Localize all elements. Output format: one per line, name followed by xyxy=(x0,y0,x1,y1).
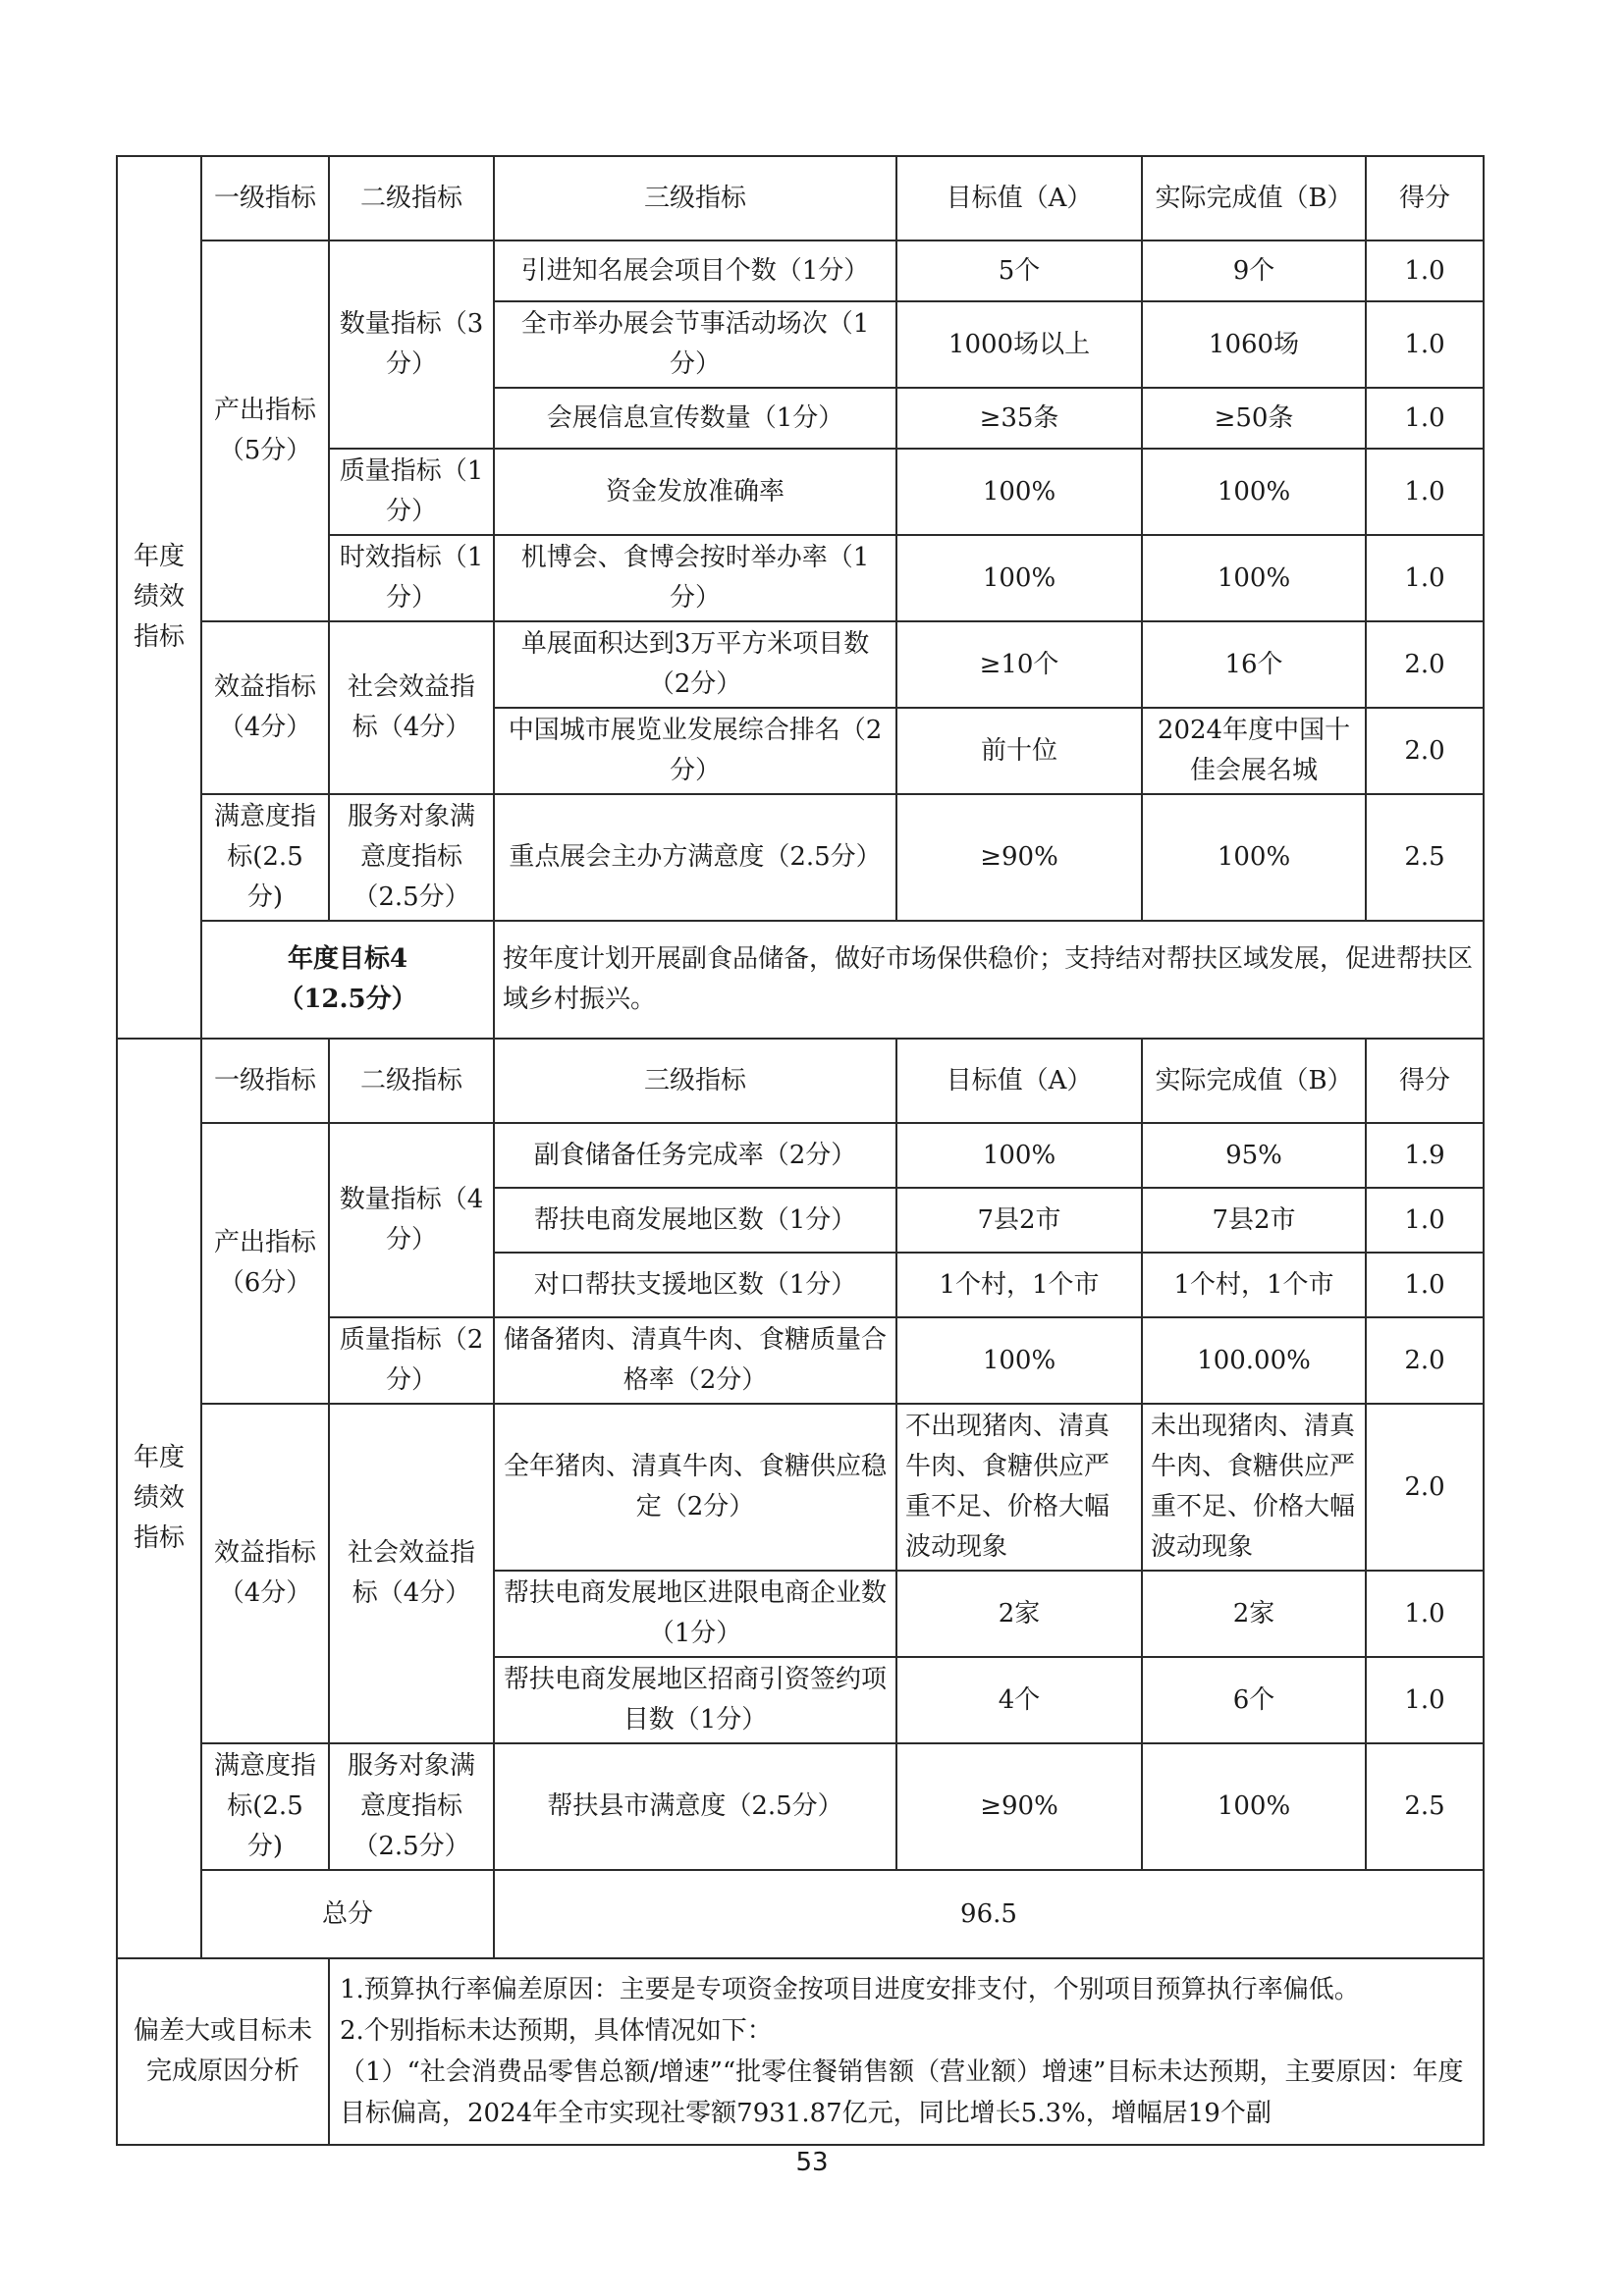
total-label: 总分 xyxy=(201,1870,494,1958)
indicator-name: 储备猪肉、清真牛肉、食糖质量合格率（2分） xyxy=(494,1317,896,1404)
indicator-score: 1.0 xyxy=(1366,1657,1484,1743)
goal4-title-cell xyxy=(201,921,494,1039)
page-number: 53 xyxy=(795,2148,829,2177)
goal4-points: （12.5分） xyxy=(278,985,417,1014)
quantity-indicator: 数量指标（3分） xyxy=(329,240,494,449)
performance-table xyxy=(116,155,1485,2146)
table-row xyxy=(117,240,1484,301)
deviation-line: （1）“社会消费品零售总额/增速”“批零住餐销售额（营业额）增速”目标未达预期，主要原因：年度目标偏高，2024年全市实现社零额7931.87亿元，同比增长5.3%，增幅居19个副 xyxy=(340,2057,1464,2128)
indicator-name: 会展信息宣传数量（1分） xyxy=(494,388,896,449)
indicator-actual: 6个 xyxy=(1142,1657,1366,1743)
indicator-name: 重点展会主办方满意度（2.5分） xyxy=(494,794,896,921)
deviation-line: 2.个别指标未达预期，具体情况如下： xyxy=(340,2016,773,2046)
header-score: 得分 xyxy=(1366,1039,1484,1123)
indicator-target: 100% xyxy=(896,1123,1142,1188)
header-actual: 实际完成值（B） xyxy=(1142,1039,1366,1123)
output-group: 产出指标（5分） xyxy=(201,240,329,621)
indicator-score: 2.5 xyxy=(1366,1743,1484,1870)
indicator-actual: 100.00% xyxy=(1142,1317,1366,1404)
indicator-target: ≥35条 xyxy=(896,388,1142,449)
indicator-name: 中国城市展览业发展综合排名（2分） xyxy=(494,708,896,794)
header-level3: 三级指标 xyxy=(494,156,896,240)
indicator-actual: 9个 xyxy=(1142,240,1366,301)
indicator-actual: 16个 xyxy=(1142,621,1366,708)
indicator-name: 机博会、食博会按时举办率（1分） xyxy=(494,535,896,621)
indicator-target: 2家 xyxy=(896,1571,1142,1657)
indicator-score: 2.0 xyxy=(1366,1404,1484,1571)
indicator-target: 1000场以上 xyxy=(896,301,1142,388)
header-level2: 二级指标 xyxy=(329,156,494,240)
indicator-actual: 100% xyxy=(1142,535,1366,621)
total-row xyxy=(117,1870,1484,1958)
indicator-name: 帮扶电商发展地区招商引资签约项目数（1分） xyxy=(494,1657,896,1743)
table-header-row xyxy=(117,1039,1484,1123)
table-row xyxy=(117,794,1484,921)
indicator-target: 7县2市 xyxy=(896,1188,1142,1253)
table-row xyxy=(117,621,1484,708)
indicator-target: 不出现猪肉、清真牛肉、食糖供应严重不足、价格大幅波动现象 xyxy=(896,1404,1142,1571)
indicator-score: 1.0 xyxy=(1366,1188,1484,1253)
goal4-row xyxy=(117,921,1484,1039)
deviation-text xyxy=(329,1958,1484,2145)
satisfaction-indicator: 服务对象满意度指标（2.5分） xyxy=(329,1743,494,1870)
indicator-name: 副食储备任务完成率（2分） xyxy=(494,1123,896,1188)
benefit-group: 效益指标（4分） xyxy=(201,1404,329,1743)
indicator-name: 帮扶电商发展地区数（1分） xyxy=(494,1188,896,1253)
indicator-name: 帮扶电商发展地区进限电商企业数（1分） xyxy=(494,1571,896,1657)
indicator-target: 100% xyxy=(896,449,1142,535)
quality-indicator: 质量指标（2分） xyxy=(329,1317,494,1404)
indicator-actual: 2家 xyxy=(1142,1571,1366,1657)
indicator-target: 前十位 xyxy=(896,708,1142,794)
indicator-actual: 100% xyxy=(1142,449,1366,535)
section2-category: 年度绩效指标 xyxy=(117,1039,201,1958)
social-benefit-indicator: 社会效益指标（4分） xyxy=(329,621,494,794)
indicator-actual: 7县2市 xyxy=(1142,1188,1366,1253)
satisfaction-group: 满意度指标(2.5分) xyxy=(201,794,329,921)
indicator-score: 1.0 xyxy=(1366,1571,1484,1657)
goal4-title: 年度目标4 xyxy=(287,944,408,974)
header-actual: 实际完成值（B） xyxy=(1142,156,1366,240)
table-row xyxy=(117,1123,1484,1188)
indicator-score: 2.0 xyxy=(1366,621,1484,708)
indicator-target: 1个村，1个市 xyxy=(896,1253,1142,1317)
indicator-score: 1.0 xyxy=(1366,535,1484,621)
table-header-row xyxy=(117,156,1484,240)
header-score: 得分 xyxy=(1366,156,1484,240)
indicator-name: 帮扶县市满意度（2.5分） xyxy=(494,1743,896,1870)
indicator-actual: 1个村，1个市 xyxy=(1142,1253,1366,1317)
deviation-row xyxy=(117,1958,1484,2145)
indicator-actual: 95% xyxy=(1142,1123,1366,1188)
section1-category: 年度绩效指标 xyxy=(117,156,201,1039)
indicator-target: 5个 xyxy=(896,240,1142,301)
indicator-actual: 100% xyxy=(1142,1743,1366,1870)
indicator-name: 资金发放准确率 xyxy=(494,449,896,535)
indicator-name: 全市举办展会节事活动场次（1分） xyxy=(494,301,896,388)
timeliness-indicator: 时效指标（1分） xyxy=(329,535,494,621)
indicator-name: 全年猪肉、清真牛肉、食糖供应稳定（2分） xyxy=(494,1404,896,1571)
indicator-actual: 未出现猪肉、清真牛肉、食糖供应严重不足、价格大幅波动现象 xyxy=(1142,1404,1366,1571)
indicator-score: 2.5 xyxy=(1366,794,1484,921)
indicator-score: 1.0 xyxy=(1366,240,1484,301)
quantity-indicator: 数量指标（4分） xyxy=(329,1123,494,1317)
total-value: 96.5 xyxy=(494,1870,1484,1958)
goal4-text: 按年度计划开展副食品储备，做好市场保供稳价；支持结对帮扶区域发展，促进帮扶区域乡村振兴。 xyxy=(494,921,1484,1039)
header-level3: 三级指标 xyxy=(494,1039,896,1123)
indicator-score: 1.0 xyxy=(1366,388,1484,449)
indicator-target: ≥90% xyxy=(896,1743,1142,1870)
indicator-score: 1.0 xyxy=(1366,1253,1484,1317)
table-row xyxy=(117,1404,1484,1571)
header-level1: 一级指标 xyxy=(201,1039,329,1123)
indicator-target: ≥90% xyxy=(896,794,1142,921)
indicator-target: 100% xyxy=(896,535,1142,621)
indicator-name: 单展面积达到3万平方米项目数（2分） xyxy=(494,621,896,708)
header-target: 目标值（A） xyxy=(896,156,1142,240)
indicator-score: 1.0 xyxy=(1366,449,1484,535)
header-level2: 二级指标 xyxy=(329,1039,494,1123)
indicator-score: 2.0 xyxy=(1366,708,1484,794)
satisfaction-group: 满意度指标(2.5分) xyxy=(201,1743,329,1870)
header-target: 目标值（A） xyxy=(896,1039,1142,1123)
indicator-actual: 1060场 xyxy=(1142,301,1366,388)
indicator-score: 2.0 xyxy=(1366,1317,1484,1404)
indicator-score: 1.0 xyxy=(1366,301,1484,388)
deviation-line: 1.预算执行率偏差原因：主要是专项资金按项目进度安排支付，个别项目预算执行率偏低。 xyxy=(340,1975,1360,2004)
indicator-name: 引进知名展会项目个数（1分） xyxy=(494,240,896,301)
indicator-actual: ≥50条 xyxy=(1142,388,1366,449)
benefit-group: 效益指标（4分） xyxy=(201,621,329,794)
indicator-target: 4个 xyxy=(896,1657,1142,1743)
indicator-target: ≥10个 xyxy=(896,621,1142,708)
deviation-label: 偏差大或目标未完成原因分析 xyxy=(117,1958,329,2145)
social-benefit-indicator: 社会效益指标（4分） xyxy=(329,1404,494,1743)
satisfaction-indicator: 服务对象满意度指标（2.5分） xyxy=(329,794,494,921)
indicator-score: 1.9 xyxy=(1366,1123,1484,1188)
output-group: 产出指标（6分） xyxy=(201,1123,329,1404)
indicator-actual: 2024年度中国十佳会展名城 xyxy=(1142,708,1366,794)
quality-indicator: 质量指标（1分） xyxy=(329,449,494,535)
indicator-name: 对口帮扶支援地区数（1分） xyxy=(494,1253,896,1317)
table-row xyxy=(117,1743,1484,1870)
header-level1: 一级指标 xyxy=(201,156,329,240)
indicator-target: 100% xyxy=(896,1317,1142,1404)
indicator-actual: 100% xyxy=(1142,794,1366,921)
